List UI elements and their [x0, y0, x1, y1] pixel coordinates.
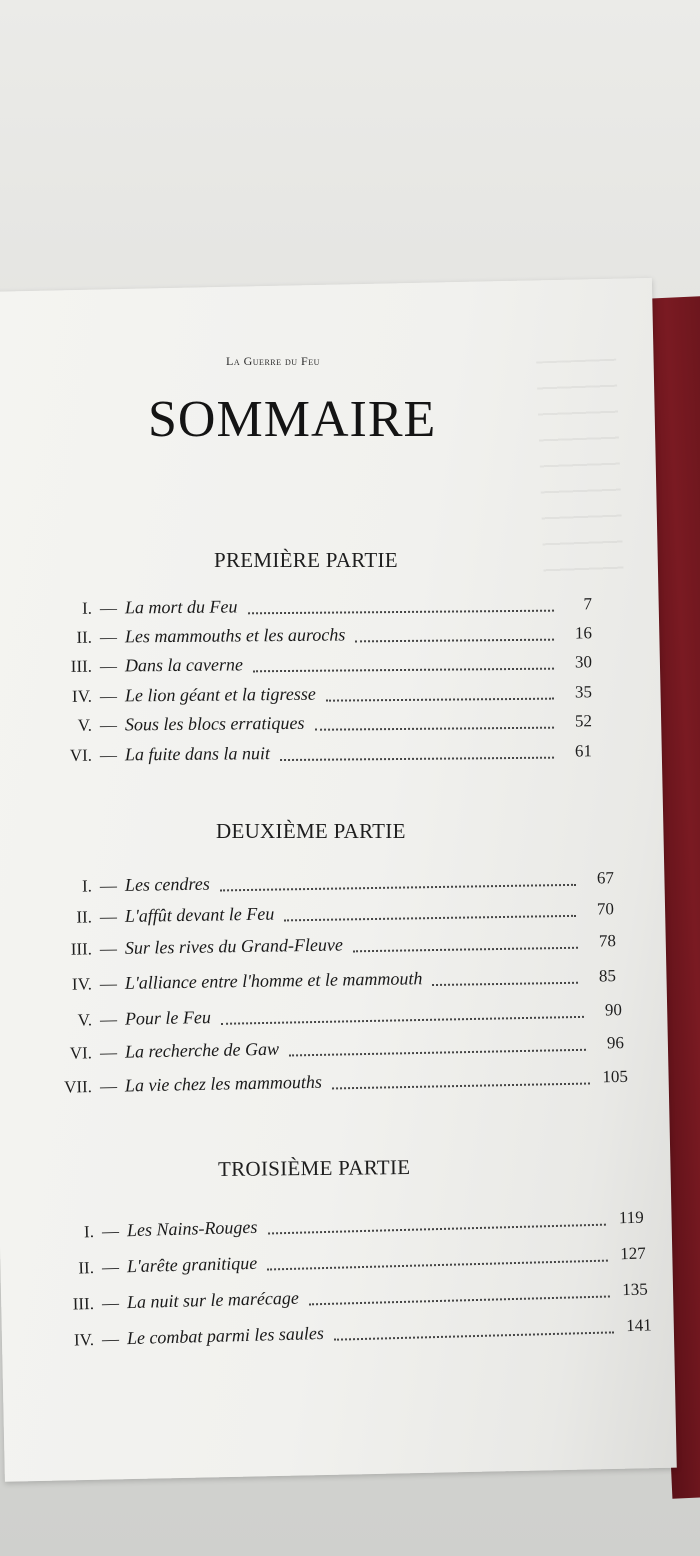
part-heading-3: TROISIÈME PARTIE [217, 1154, 411, 1182]
chapter-numeral: III. [70, 939, 93, 959]
chapter-numeral: II. [76, 907, 93, 927]
chapter-title: La vie chez les mammouths [124, 1071, 323, 1096]
dot-leader [248, 608, 555, 614]
em-dash: — [99, 974, 118, 994]
part-heading-2: DEUXIÈME PARTIE [216, 819, 406, 843]
dot-leader [326, 696, 554, 701]
chapter-numeral: V. [77, 1010, 93, 1030]
chapter-numeral: III. [70, 656, 93, 676]
page-number: 35 [574, 682, 593, 702]
page-number: 141 [626, 1315, 653, 1336]
toc-entry[interactable] [54, 930, 616, 963]
chapter-numeral: IV. [73, 1330, 95, 1350]
part-heading-1: PREMIÈRE PARTIE [214, 548, 398, 572]
em-dash: — [99, 715, 118, 735]
toc-entry[interactable] [54, 965, 616, 998]
dot-leader [280, 755, 554, 760]
chapter-numeral: I. [83, 1222, 95, 1242]
toc-entry[interactable] [56, 898, 614, 931]
chapter-numeral: I. [81, 876, 93, 896]
toc-entry[interactable] [56, 622, 592, 651]
toc-entry[interactable] [44, 1066, 628, 1101]
dot-leader [284, 913, 576, 921]
dot-leader [267, 1258, 608, 1270]
chapter-title: Sous les blocs erratiques [124, 712, 305, 735]
chapter-title: Dans la caverne [124, 654, 244, 676]
page-number: 16 [574, 623, 593, 643]
dot-leader [332, 1081, 590, 1089]
toc-entry[interactable] [58, 1243, 646, 1282]
dot-leader [253, 666, 554, 672]
chapter-title: L'affût devant le Feu [124, 903, 275, 926]
em-dash: — [101, 1329, 120, 1349]
toc-entry[interactable] [56, 1279, 648, 1318]
em-dash: — [99, 1076, 118, 1096]
dot-leader [221, 1014, 584, 1024]
em-dash: — [99, 907, 118, 927]
dot-leader [267, 1222, 605, 1234]
chapter-title: Les Nains-Rouges [126, 1216, 258, 1241]
chapter-title: La nuit sur le marécage [126, 1287, 300, 1313]
dot-leader [220, 882, 576, 891]
running-head: La Guerre du Feu [226, 354, 320, 368]
toc-entry[interactable] [56, 867, 614, 900]
page-number: 52 [574, 711, 593, 731]
chapter-numeral: V. [77, 715, 93, 735]
page-number: 90 [604, 1000, 623, 1020]
page-number: 70 [596, 899, 615, 919]
em-dash: — [99, 627, 118, 647]
chapter-numeral: II. [76, 627, 93, 647]
dot-leader [355, 637, 554, 642]
chapter-title: La mort du Feu [124, 596, 238, 618]
dot-leader [289, 1047, 586, 1056]
chapter-title: La recherche de Gaw [124, 1038, 280, 1062]
page-number: 61 [574, 741, 593, 761]
chapter-title: Le combat parmi les saules [126, 1322, 325, 1349]
page-number: 105 [602, 1066, 629, 1087]
em-dash: — [99, 598, 118, 618]
em-dash: — [101, 1293, 120, 1313]
toc-entry[interactable] [56, 681, 592, 710]
em-dash: — [101, 1221, 120, 1241]
chapter-numeral: IV. [71, 686, 93, 706]
em-dash: — [99, 686, 118, 706]
page-number: 135 [622, 1279, 649, 1300]
chapter-title: Pour le Feu [124, 1007, 212, 1029]
page-title: SOMMAIRE [148, 391, 437, 448]
page-number: 7 [583, 594, 593, 614]
toc-entry[interactable] [58, 1207, 644, 1246]
page-number: 78 [598, 931, 617, 951]
chapter-numeral: IV. [71, 974, 93, 994]
chapter-numeral: VII. [63, 1077, 93, 1097]
chapter-numeral: I. [81, 598, 93, 618]
em-dash: — [99, 1042, 118, 1063]
dot-leader [353, 945, 578, 952]
page-number: 127 [620, 1243, 647, 1264]
page-number: 85 [598, 966, 617, 986]
chapter-title: Le lion géant et la tigresse [124, 683, 316, 706]
chapter-title: L'arête granitique [126, 1252, 258, 1277]
chapter-numeral: VI. [69, 745, 93, 765]
dot-leader [334, 1330, 614, 1340]
page-number: 67 [596, 868, 615, 888]
em-dash: — [99, 745, 118, 765]
em-dash: — [99, 939, 118, 959]
chapter-numeral: II. [78, 1258, 95, 1278]
em-dash: — [99, 876, 118, 896]
chapter-title: L'alliance entre l'homme et le mammouth [124, 968, 423, 993]
chapter-numeral: III. [72, 1294, 95, 1314]
toc-entry[interactable] [56, 710, 592, 739]
chapter-title: Les cendres [124, 873, 210, 895]
page-number: 119 [618, 1207, 645, 1228]
dot-leader [315, 725, 555, 730]
em-dash: — [101, 1257, 120, 1277]
dot-leader [432, 980, 578, 985]
chapter-numeral: VI. [69, 1043, 93, 1063]
chapter-title: Les mammouths et les aurochs [124, 624, 346, 647]
em-dash: — [99, 1009, 118, 1030]
toc-entry[interactable] [54, 1032, 624, 1067]
toc-entry[interactable] [56, 1314, 652, 1354]
toc-entry[interactable] [56, 999, 622, 1034]
toc-entry[interactable] [56, 651, 592, 680]
chapter-title: Sur les rives du Grand-Fleuve [124, 934, 344, 958]
page-number: 96 [606, 1033, 625, 1053]
toc-entry[interactable] [56, 593, 592, 622]
toc-entry[interactable] [56, 740, 592, 769]
dot-leader [309, 1294, 610, 1305]
page-number: 30 [574, 652, 593, 672]
chapter-title: La fuite dans la nuit [124, 743, 271, 765]
em-dash: — [99, 656, 118, 676]
